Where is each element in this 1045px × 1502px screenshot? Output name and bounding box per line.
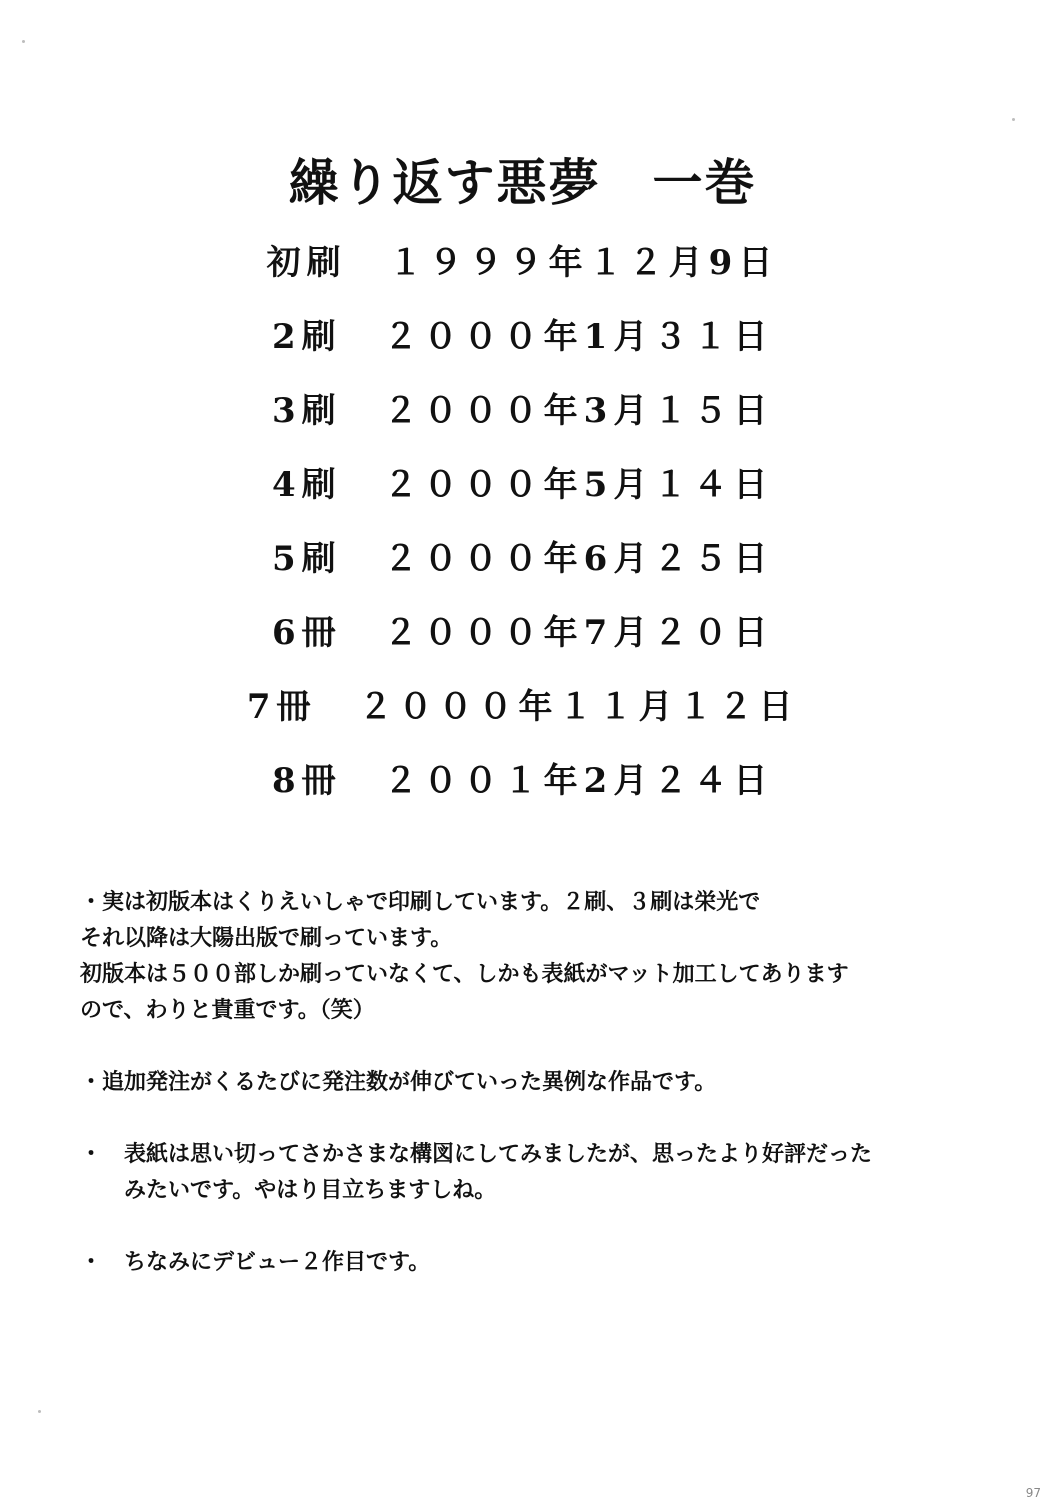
printing-label: 4刷 (271, 464, 342, 505)
printing-row (0, 740, 1045, 814)
note-line: ・ ちなみにデビュー２作目です。 (80, 1249, 431, 1275)
printing-row (0, 296, 1045, 370)
printing-date: ２０００年3月１５日 (383, 390, 774, 431)
page-title: 繰り返す悪夢 一巻 (288, 153, 757, 212)
printing-row (0, 444, 1045, 518)
printing-label: 5刷 (271, 538, 342, 579)
note-line: みたいです。やはり目立ちますしね。 (80, 1177, 497, 1203)
note-line: それ以降は大陽出版で刷っています。 (80, 925, 453, 951)
scan-speck (38, 1410, 41, 1413)
printing-date: ２０００年1月３１日 (383, 316, 774, 357)
note-line: ので、わりと貴重です。（笑） (80, 997, 375, 1023)
printing-row (0, 370, 1045, 444)
notes-section (80, 884, 980, 1316)
printing-row (0, 592, 1045, 666)
page-number: 97 (1025, 1486, 1041, 1500)
note-line: ・実は初版本はくりえいしゃで印刷しています。２刷、３刷は栄光で (80, 889, 761, 915)
printing-row (0, 518, 1045, 592)
scan-speck (22, 40, 25, 43)
printing-history-list (0, 222, 1045, 814)
printing-date: ２０００年5月１４日 (383, 464, 774, 505)
note-paragraph (80, 1136, 980, 1208)
note-paragraph (80, 1064, 980, 1100)
note-paragraph (80, 884, 980, 1028)
printing-label: 7冊 (246, 686, 317, 727)
note-line: ・ 表紙は思い切ってさかさまな構図にしてみましたが、思ったより好評だった (80, 1141, 873, 1167)
printing-label: 6冊 (271, 612, 342, 653)
printing-label: 初刷 (266, 242, 347, 283)
printing-date: ２０００年7月２０日 (383, 612, 774, 653)
printing-row (0, 222, 1045, 296)
printing-date: ２０００年１１月１２日 (358, 686, 799, 727)
printing-label: 2刷 (271, 316, 342, 357)
printing-date: １９９９年１２月9日 (388, 242, 779, 283)
printing-label: 3刷 (271, 390, 342, 431)
scan-speck (1012, 118, 1015, 121)
printing-row (0, 666, 1045, 740)
note-paragraph (80, 1244, 980, 1280)
printing-date: ２０００年6月２５日 (383, 538, 774, 579)
note-line: 初版本は５００部しか刷っていなくて、しかも表紙がマット加工してあります (80, 961, 849, 987)
note-line: ・追加発注がくるたびに発注数が伸びていった異例な作品です。 (80, 1069, 717, 1095)
printing-date: ２００１年2月２４日 (383, 760, 774, 801)
printing-label: 8冊 (271, 760, 342, 801)
